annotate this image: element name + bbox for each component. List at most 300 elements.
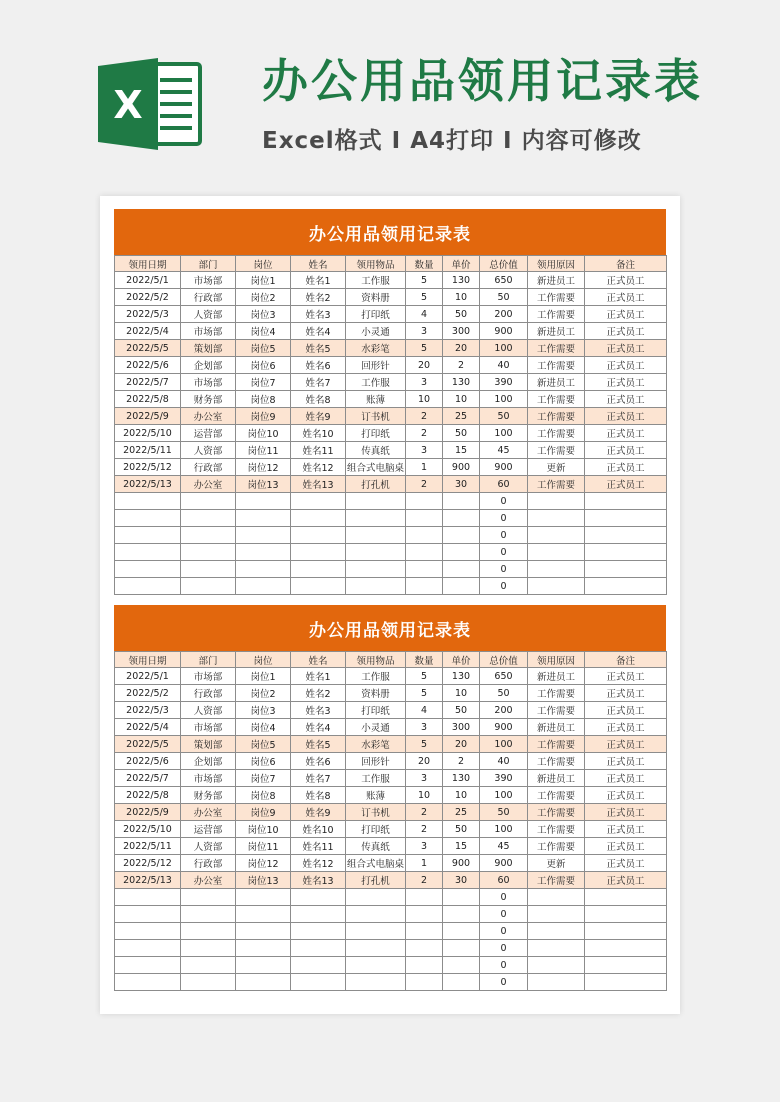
table-cell: 水彩笔 <box>346 340 406 357</box>
table-cell: 行政部 <box>181 459 236 476</box>
table-cell: 岗位4 <box>236 719 291 736</box>
table-cell: 2022/5/7 <box>115 770 181 787</box>
table-cell <box>291 906 346 923</box>
table-cell: 正式员工 <box>585 838 667 855</box>
table-cell: 正式员工 <box>585 804 667 821</box>
table-title: 办公用品领用记录表 <box>114 605 666 651</box>
table-cell: 姓名13 <box>291 476 346 493</box>
table-cell: 2022/5/8 <box>115 391 181 408</box>
table-cell <box>528 510 585 527</box>
excel-logo-icon <box>98 58 204 150</box>
table-cell: 390 <box>480 374 528 391</box>
table-cell: 岗位5 <box>236 736 291 753</box>
table-row <box>115 442 667 459</box>
table-cell: 姓名6 <box>291 357 346 374</box>
table-cell: 0 <box>480 493 528 510</box>
table-cell <box>115 906 181 923</box>
table-cell: 正式员工 <box>585 357 667 374</box>
table-cell: 工作需要 <box>528 306 585 323</box>
table-cell: 2022/5/2 <box>115 289 181 306</box>
table-cell: 人资部 <box>181 306 236 323</box>
table-row <box>115 872 667 889</box>
table-cell: 新进员工 <box>528 719 585 736</box>
table-cell: 正式员工 <box>585 736 667 753</box>
column-header: 单价 <box>443 256 480 272</box>
table-cell: 人资部 <box>181 442 236 459</box>
table-cell: 岗位11 <box>236 838 291 855</box>
table-header-row <box>115 256 667 272</box>
table-cell: 工作服 <box>346 770 406 787</box>
table-cell: 市场部 <box>181 323 236 340</box>
table-row <box>115 527 667 544</box>
table-cell <box>181 493 236 510</box>
table-cell <box>406 527 443 544</box>
table-cell: 正式员工 <box>585 719 667 736</box>
table-cell <box>115 561 181 578</box>
table-cell <box>585 527 667 544</box>
table-row <box>115 957 667 974</box>
table-cell: 10 <box>406 391 443 408</box>
table-cell: 2022/5/5 <box>115 340 181 357</box>
table-cell: 正式员工 <box>585 408 667 425</box>
table-cell <box>346 578 406 595</box>
table-cell <box>585 578 667 595</box>
table-cell: 姓名2 <box>291 685 346 702</box>
table-cell <box>443 544 480 561</box>
table-cell: 姓名9 <box>291 804 346 821</box>
table-cell: 2 <box>443 753 480 770</box>
table-cell <box>406 578 443 595</box>
table-row <box>115 974 667 991</box>
table-cell: 工作需要 <box>528 442 585 459</box>
table-cell: 10 <box>443 685 480 702</box>
table-cell: 50 <box>480 289 528 306</box>
table-cell <box>585 510 667 527</box>
table-cell <box>585 940 667 957</box>
table-cell: 2022/5/1 <box>115 668 181 685</box>
table-cell <box>291 889 346 906</box>
table-cell: 工作需要 <box>528 289 585 306</box>
table-cell: 2022/5/4 <box>115 719 181 736</box>
table-row <box>115 476 667 493</box>
table-cell <box>346 906 406 923</box>
table-cell <box>115 957 181 974</box>
table-cell: 岗位7 <box>236 374 291 391</box>
table-cell: 策划部 <box>181 736 236 753</box>
table-row <box>115 838 667 855</box>
table-cell <box>236 974 291 991</box>
table-cell <box>406 974 443 991</box>
table-cell: 2 <box>406 804 443 821</box>
table-cell: 50 <box>443 702 480 719</box>
table-cell: 正式员工 <box>585 306 667 323</box>
column-header: 岗位 <box>236 652 291 668</box>
table-cell <box>585 906 667 923</box>
table-cell <box>443 889 480 906</box>
table-cell: 姓名1 <box>291 272 346 289</box>
table-cell: 130 <box>443 770 480 787</box>
table-cell: 更新 <box>528 459 585 476</box>
table-cell: 新进员工 <box>528 272 585 289</box>
column-header: 备注 <box>585 256 667 272</box>
table-cell: 2022/5/10 <box>115 821 181 838</box>
table-cell: 900 <box>480 323 528 340</box>
table-cell: 工作需要 <box>528 736 585 753</box>
table-cell: 3 <box>406 374 443 391</box>
table-row <box>115 753 667 770</box>
table-cell: 正式员工 <box>585 770 667 787</box>
table-cell: 60 <box>480 872 528 889</box>
table-cell <box>181 906 236 923</box>
table-cell: 打孔机 <box>346 476 406 493</box>
table-row <box>115 391 667 408</box>
table-cell: 正式员工 <box>585 702 667 719</box>
table-cell: 30 <box>443 872 480 889</box>
table-cell <box>291 527 346 544</box>
table-cell: 资料册 <box>346 685 406 702</box>
table-row <box>115 374 667 391</box>
table-cell: 10 <box>406 787 443 804</box>
table-row <box>115 668 667 685</box>
table-cell <box>528 974 585 991</box>
table-cell <box>181 561 236 578</box>
table-cell: 正式员工 <box>585 272 667 289</box>
table-cell: 2022/5/9 <box>115 408 181 425</box>
table-cell <box>528 561 585 578</box>
column-header: 姓名 <box>291 256 346 272</box>
table-cell: 45 <box>480 838 528 855</box>
table-cell: 0 <box>480 974 528 991</box>
table-cell: 市场部 <box>181 770 236 787</box>
table-cell <box>115 527 181 544</box>
table-cell <box>346 510 406 527</box>
table-cell <box>443 957 480 974</box>
table-cell: 回形针 <box>346 357 406 374</box>
table-cell: 姓名12 <box>291 855 346 872</box>
table-cell: 姓名7 <box>291 374 346 391</box>
table-cell: 岗位13 <box>236 476 291 493</box>
table-cell: 50 <box>480 804 528 821</box>
column-header: 部门 <box>181 256 236 272</box>
table-cell: 2022/5/12 <box>115 855 181 872</box>
table-cell <box>181 578 236 595</box>
table-cell: 岗位6 <box>236 753 291 770</box>
table-cell: 50 <box>443 425 480 442</box>
table-cell: 姓名13 <box>291 872 346 889</box>
table-cell: 订书机 <box>346 804 406 821</box>
table-cell: 新进员工 <box>528 323 585 340</box>
table-cell: 25 <box>443 408 480 425</box>
table-cell <box>585 889 667 906</box>
table-cell: 0 <box>480 923 528 940</box>
table-cell: 50 <box>443 306 480 323</box>
table-cell: 工作需要 <box>528 838 585 855</box>
table-cell: 财务部 <box>181 391 236 408</box>
table-cell: 2022/5/11 <box>115 838 181 855</box>
table-cell: 小灵通 <box>346 719 406 736</box>
table-cell: 2 <box>406 408 443 425</box>
table-cell: 传真纸 <box>346 838 406 855</box>
table-cell <box>236 889 291 906</box>
table-cell: 办公室 <box>181 408 236 425</box>
column-header: 备注 <box>585 652 667 668</box>
table-cell: 390 <box>480 770 528 787</box>
table-cell <box>346 889 406 906</box>
table-cell: 新进员工 <box>528 770 585 787</box>
table-cell <box>236 923 291 940</box>
table-cell: 2022/5/2 <box>115 685 181 702</box>
table-cell: 工作需要 <box>528 702 585 719</box>
table-cell: 行政部 <box>181 855 236 872</box>
table-cell: 姓名11 <box>291 442 346 459</box>
table-cell: 15 <box>443 442 480 459</box>
table-cell: 正式员工 <box>585 425 667 442</box>
table-cell: 10 <box>443 787 480 804</box>
table-cell: 45 <box>480 442 528 459</box>
table-cell: 财务部 <box>181 787 236 804</box>
table-cell <box>406 906 443 923</box>
table-cell: 岗位13 <box>236 872 291 889</box>
table-cell: 1 <box>406 855 443 872</box>
table-cell: 策划部 <box>181 340 236 357</box>
column-header: 总价值 <box>480 256 528 272</box>
table-cell <box>528 527 585 544</box>
table-cell <box>406 510 443 527</box>
table-cell: 3 <box>406 442 443 459</box>
table-cell <box>236 906 291 923</box>
table-cell: 50 <box>480 685 528 702</box>
table-cell: 5 <box>406 668 443 685</box>
table-cell: 姓名11 <box>291 838 346 855</box>
column-header: 数量 <box>406 652 443 668</box>
table-cell: 2 <box>406 476 443 493</box>
table-title: 办公用品领用记录表 <box>114 209 666 255</box>
table-row <box>115 940 667 957</box>
table-cell <box>236 510 291 527</box>
table-cell <box>443 923 480 940</box>
table-cell <box>585 561 667 578</box>
table-cell <box>346 561 406 578</box>
table-cell: 40 <box>480 357 528 374</box>
table-cell: 130 <box>443 374 480 391</box>
table-cell <box>115 510 181 527</box>
table-cell: 900 <box>480 855 528 872</box>
table-cell <box>236 544 291 561</box>
table-row <box>115 906 667 923</box>
record-table <box>114 651 667 991</box>
column-header: 领用原因 <box>528 652 585 668</box>
table-cell: 运营部 <box>181 425 236 442</box>
table-cell: 岗位2 <box>236 685 291 702</box>
table-cell: 工作需要 <box>528 425 585 442</box>
table-row <box>115 408 667 425</box>
table-cell: 行政部 <box>181 289 236 306</box>
table-cell: 工作需要 <box>528 685 585 702</box>
table-cell <box>291 940 346 957</box>
table-cell: 200 <box>480 306 528 323</box>
table-cell: 账薄 <box>346 391 406 408</box>
table-cell: 姓名8 <box>291 787 346 804</box>
table-cell <box>181 957 236 974</box>
table-cell: 0 <box>480 544 528 561</box>
table-cell: 岗位4 <box>236 323 291 340</box>
table-cell: 40 <box>480 753 528 770</box>
table-cell: 正式员工 <box>585 753 667 770</box>
table-cell: 姓名6 <box>291 753 346 770</box>
table-cell: 小灵通 <box>346 323 406 340</box>
table-cell <box>291 923 346 940</box>
table-cell: 15 <box>443 838 480 855</box>
column-header: 领用物品 <box>346 652 406 668</box>
table-cell: 运营部 <box>181 821 236 838</box>
table-cell <box>291 561 346 578</box>
table-cell: 0 <box>480 957 528 974</box>
table-cell <box>346 940 406 957</box>
table-cell: 900 <box>480 459 528 476</box>
table-cell: 100 <box>480 787 528 804</box>
table-cell: 50 <box>443 821 480 838</box>
table-cell <box>443 561 480 578</box>
table-cell <box>528 940 585 957</box>
table-cell <box>443 940 480 957</box>
column-header: 总价值 <box>480 652 528 668</box>
table-cell: 工作需要 <box>528 804 585 821</box>
table-cell <box>115 940 181 957</box>
table-cell <box>528 578 585 595</box>
table-row <box>115 719 667 736</box>
table-cell: 岗位8 <box>236 787 291 804</box>
table-cell <box>181 544 236 561</box>
table-cell: 市场部 <box>181 719 236 736</box>
table-cell: 正式员工 <box>585 668 667 685</box>
table-cell: 650 <box>480 272 528 289</box>
table-row <box>115 289 667 306</box>
table-cell <box>585 544 667 561</box>
table-cell: 2022/5/3 <box>115 306 181 323</box>
table-cell: 300 <box>443 719 480 736</box>
table-cell: 岗位11 <box>236 442 291 459</box>
table-cell <box>236 493 291 510</box>
table-cell: 行政部 <box>181 685 236 702</box>
table-cell: 工作需要 <box>528 408 585 425</box>
table-cell: 正式员工 <box>585 855 667 872</box>
table-row <box>115 357 667 374</box>
column-header: 单价 <box>443 652 480 668</box>
table-cell: 姓名2 <box>291 289 346 306</box>
table-cell <box>181 527 236 544</box>
table-cell: 900 <box>443 459 480 476</box>
table-cell: 正式员工 <box>585 821 667 838</box>
table-cell <box>443 906 480 923</box>
table-cell: 企划部 <box>181 753 236 770</box>
table-cell <box>291 510 346 527</box>
table-cell: 更新 <box>528 855 585 872</box>
column-header: 岗位 <box>236 256 291 272</box>
table-cell: 50 <box>480 408 528 425</box>
table-row <box>115 340 667 357</box>
table-cell <box>346 974 406 991</box>
table-cell: 工作服 <box>346 668 406 685</box>
table-cell: 工作需要 <box>528 357 585 374</box>
table-cell <box>291 974 346 991</box>
table-row <box>115 685 667 702</box>
table-cell <box>115 578 181 595</box>
table-cell: 市场部 <box>181 272 236 289</box>
table-cell: 岗位1 <box>236 668 291 685</box>
table-cell: 姓名3 <box>291 306 346 323</box>
table-cell: 2022/5/11 <box>115 442 181 459</box>
table-cell: 水彩笔 <box>346 736 406 753</box>
table-cell: 60 <box>480 476 528 493</box>
table-cell: 正式员工 <box>585 872 667 889</box>
table-cell: 2 <box>406 425 443 442</box>
table-row <box>115 736 667 753</box>
column-header: 领用日期 <box>115 256 181 272</box>
table-row <box>115 323 667 340</box>
table-cell <box>181 889 236 906</box>
table-row <box>115 855 667 872</box>
table-cell <box>115 493 181 510</box>
table-cell: 650 <box>480 668 528 685</box>
table-cell <box>528 957 585 974</box>
page-title: 办公用品领用记录表 <box>262 54 703 108</box>
table-cell: 正式员工 <box>585 323 667 340</box>
table-cell: 900 <box>443 855 480 872</box>
table-cell: 正式员工 <box>585 391 667 408</box>
table-cell: 2 <box>406 872 443 889</box>
table-cell <box>406 957 443 974</box>
table-cell: 组合式电脑桌 <box>346 855 406 872</box>
table-cell <box>528 889 585 906</box>
table-cell: 3 <box>406 838 443 855</box>
table-cell <box>346 493 406 510</box>
table-cell: 岗位12 <box>236 459 291 476</box>
table-cell <box>181 923 236 940</box>
table-cell: 新进员工 <box>528 668 585 685</box>
table-cell: 2022/5/9 <box>115 804 181 821</box>
table-cell: 3 <box>406 719 443 736</box>
table-cell: 2022/5/7 <box>115 374 181 391</box>
column-header: 领用日期 <box>115 652 181 668</box>
table-header-row <box>115 652 667 668</box>
table-cell: 2 <box>443 357 480 374</box>
logo-letter: X <box>113 83 143 127</box>
table-cell: 100 <box>480 340 528 357</box>
table-cell: 5 <box>406 340 443 357</box>
table-cell: 200 <box>480 702 528 719</box>
table-cell <box>115 974 181 991</box>
table-cell: 2022/5/4 <box>115 323 181 340</box>
table-row <box>115 702 667 719</box>
column-header: 部门 <box>181 652 236 668</box>
table-cell: 岗位2 <box>236 289 291 306</box>
table-cell: 岗位3 <box>236 702 291 719</box>
table-row <box>115 561 667 578</box>
table-cell: 人资部 <box>181 702 236 719</box>
table-cell: 2022/5/6 <box>115 753 181 770</box>
table-cell: 工作需要 <box>528 821 585 838</box>
table-cell: 打印纸 <box>346 821 406 838</box>
table-cell: 5 <box>406 272 443 289</box>
table-cell: 组合式电脑桌 <box>346 459 406 476</box>
table-cell: 市场部 <box>181 668 236 685</box>
table-cell <box>406 493 443 510</box>
table-cell: 5 <box>406 289 443 306</box>
table-cell <box>528 493 585 510</box>
table-cell: 0 <box>480 561 528 578</box>
table-cell: 0 <box>480 578 528 595</box>
table-cell: 3 <box>406 770 443 787</box>
